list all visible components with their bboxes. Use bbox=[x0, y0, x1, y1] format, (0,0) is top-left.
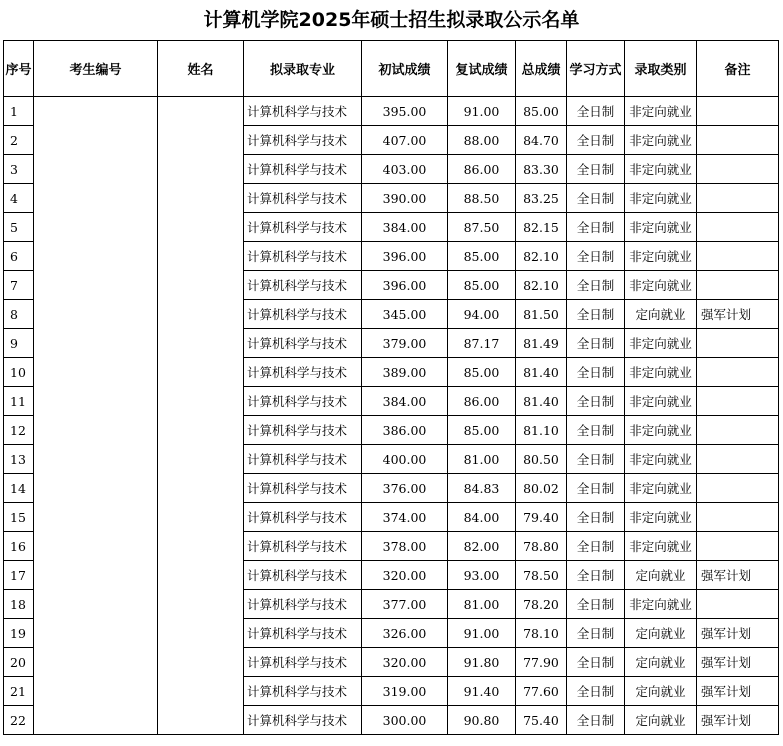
cell-note bbox=[697, 329, 779, 358]
cell-major: 计算机科学与技术 bbox=[244, 213, 362, 242]
cell-note bbox=[697, 213, 779, 242]
cell-study-mode: 全日制 bbox=[567, 648, 625, 677]
cell-admission-type: 非定向就业 bbox=[625, 590, 697, 619]
cell-major: 计算机科学与技术 bbox=[244, 358, 362, 387]
cell-seq: 1 bbox=[4, 97, 34, 126]
cell-seq: 6 bbox=[4, 242, 34, 271]
cell-major: 计算机科学与技术 bbox=[244, 590, 362, 619]
cell-total-score: 75.40 bbox=[516, 706, 567, 735]
cell-exam-id bbox=[34, 184, 158, 213]
table-header-row bbox=[4, 41, 779, 97]
cell-exam-id bbox=[34, 387, 158, 416]
cell-total-score: 77.90 bbox=[516, 648, 567, 677]
cell-total-score: 84.70 bbox=[516, 126, 567, 155]
cell-retest-score: 91.80 bbox=[448, 648, 516, 677]
cell-exam-id bbox=[34, 619, 158, 648]
cell-seq: 12 bbox=[4, 416, 34, 445]
table-row bbox=[4, 532, 779, 561]
cell-seq: 20 bbox=[4, 648, 34, 677]
cell-major: 计算机科学与技术 bbox=[244, 677, 362, 706]
cell-name bbox=[158, 184, 244, 213]
cell-seq: 8 bbox=[4, 300, 34, 329]
cell-study-mode: 全日制 bbox=[567, 416, 625, 445]
cell-retest-score: 82.00 bbox=[448, 532, 516, 561]
cell-seq: 14 bbox=[4, 474, 34, 503]
table-row bbox=[4, 677, 779, 706]
cell-seq: 21 bbox=[4, 677, 34, 706]
cell-exam-id bbox=[34, 155, 158, 184]
cell-retest-score: 93.00 bbox=[448, 561, 516, 590]
cell-major: 计算机科学与技术 bbox=[244, 184, 362, 213]
cell-admission-type: 非定向就业 bbox=[625, 445, 697, 474]
cell-major: 计算机科学与技术 bbox=[244, 300, 362, 329]
cell-initial-score: 395.00 bbox=[362, 97, 448, 126]
cell-exam-id bbox=[34, 561, 158, 590]
cell-study-mode: 全日制 bbox=[567, 503, 625, 532]
cell-initial-score: 374.00 bbox=[362, 503, 448, 532]
cell-seq: 19 bbox=[4, 619, 34, 648]
cell-name bbox=[158, 706, 244, 735]
table-row bbox=[4, 126, 779, 155]
header-seq: 序号 bbox=[4, 41, 34, 97]
cell-name bbox=[158, 155, 244, 184]
cell-initial-score: 384.00 bbox=[362, 387, 448, 416]
cell-total-score: 81.40 bbox=[516, 358, 567, 387]
cell-admission-type: 非定向就业 bbox=[625, 416, 697, 445]
cell-seq: 5 bbox=[4, 213, 34, 242]
cell-note bbox=[697, 503, 779, 532]
cell-exam-id bbox=[34, 677, 158, 706]
admission-table bbox=[3, 40, 779, 735]
cell-study-mode: 全日制 bbox=[567, 445, 625, 474]
cell-major: 计算机科学与技术 bbox=[244, 387, 362, 416]
cell-initial-score: 320.00 bbox=[362, 561, 448, 590]
cell-note bbox=[697, 445, 779, 474]
cell-name bbox=[158, 271, 244, 300]
cell-seq: 10 bbox=[4, 358, 34, 387]
cell-total-score: 81.40 bbox=[516, 387, 567, 416]
cell-major: 计算机科学与技术 bbox=[244, 242, 362, 271]
cell-initial-score: 384.00 bbox=[362, 213, 448, 242]
cell-note: 强军计划 bbox=[697, 300, 779, 329]
cell-seq: 7 bbox=[4, 271, 34, 300]
cell-total-score: 81.10 bbox=[516, 416, 567, 445]
cell-note bbox=[697, 271, 779, 300]
cell-exam-id bbox=[34, 416, 158, 445]
cell-initial-score: 300.00 bbox=[362, 706, 448, 735]
cell-seq: 15 bbox=[4, 503, 34, 532]
cell-admission-type: 非定向就业 bbox=[625, 126, 697, 155]
cell-study-mode: 全日制 bbox=[567, 97, 625, 126]
cell-seq: 17 bbox=[4, 561, 34, 590]
table-row bbox=[4, 155, 779, 184]
cell-admission-type: 非定向就业 bbox=[625, 329, 697, 358]
cell-initial-score: 378.00 bbox=[362, 532, 448, 561]
cell-total-score: 81.50 bbox=[516, 300, 567, 329]
table-row bbox=[4, 590, 779, 619]
cell-seq: 9 bbox=[4, 329, 34, 358]
cell-study-mode: 全日制 bbox=[567, 300, 625, 329]
header-major: 拟录取专业 bbox=[244, 41, 362, 97]
cell-study-mode: 全日制 bbox=[567, 271, 625, 300]
header-total-score: 总成绩 bbox=[516, 41, 567, 97]
table-body bbox=[4, 97, 779, 735]
cell-total-score: 82.10 bbox=[516, 242, 567, 271]
cell-initial-score: 319.00 bbox=[362, 677, 448, 706]
cell-note bbox=[697, 387, 779, 416]
cell-note bbox=[697, 97, 779, 126]
cell-total-score: 78.20 bbox=[516, 590, 567, 619]
cell-admission-type: 非定向就业 bbox=[625, 358, 697, 387]
cell-total-score: 83.30 bbox=[516, 155, 567, 184]
cell-exam-id bbox=[34, 126, 158, 155]
header-study-mode: 学习方式 bbox=[567, 41, 625, 97]
cell-admission-type: 定向就业 bbox=[625, 648, 697, 677]
cell-retest-score: 85.00 bbox=[448, 242, 516, 271]
cell-study-mode: 全日制 bbox=[567, 155, 625, 184]
cell-retest-score: 86.00 bbox=[448, 155, 516, 184]
cell-name bbox=[158, 300, 244, 329]
cell-study-mode: 全日制 bbox=[567, 590, 625, 619]
table-row bbox=[4, 619, 779, 648]
cell-retest-score: 84.83 bbox=[448, 474, 516, 503]
cell-name bbox=[158, 387, 244, 416]
cell-initial-score: 390.00 bbox=[362, 184, 448, 213]
cell-admission-type: 非定向就业 bbox=[625, 213, 697, 242]
cell-retest-score: 81.00 bbox=[448, 590, 516, 619]
cell-note bbox=[697, 358, 779, 387]
cell-name bbox=[158, 358, 244, 387]
cell-initial-score: 389.00 bbox=[362, 358, 448, 387]
cell-initial-score: 345.00 bbox=[362, 300, 448, 329]
cell-major: 计算机科学与技术 bbox=[244, 416, 362, 445]
table-row bbox=[4, 300, 779, 329]
cell-exam-id bbox=[34, 242, 158, 271]
cell-name bbox=[158, 532, 244, 561]
cell-admission-type: 非定向就业 bbox=[625, 242, 697, 271]
cell-study-mode: 全日制 bbox=[567, 126, 625, 155]
cell-total-score: 83.25 bbox=[516, 184, 567, 213]
cell-initial-score: 396.00 bbox=[362, 242, 448, 271]
cell-major: 计算机科学与技术 bbox=[244, 126, 362, 155]
cell-initial-score: 320.00 bbox=[362, 648, 448, 677]
cell-seq: 4 bbox=[4, 184, 34, 213]
cell-exam-id bbox=[34, 329, 158, 358]
cell-major: 计算机科学与技术 bbox=[244, 503, 362, 532]
cell-admission-type: 非定向就业 bbox=[625, 387, 697, 416]
cell-admission-type: 定向就业 bbox=[625, 619, 697, 648]
cell-seq: 16 bbox=[4, 532, 34, 561]
table-row bbox=[4, 445, 779, 474]
cell-seq: 18 bbox=[4, 590, 34, 619]
cell-note bbox=[697, 474, 779, 503]
cell-major: 计算机科学与技术 bbox=[244, 97, 362, 126]
cell-study-mode: 全日制 bbox=[567, 329, 625, 358]
header-admission-type: 录取类别 bbox=[625, 41, 697, 97]
cell-retest-score: 85.00 bbox=[448, 358, 516, 387]
cell-total-score: 78.50 bbox=[516, 561, 567, 590]
table-row bbox=[4, 648, 779, 677]
cell-note: 强军计划 bbox=[697, 677, 779, 706]
cell-retest-score: 91.40 bbox=[448, 677, 516, 706]
cell-retest-score: 94.00 bbox=[448, 300, 516, 329]
cell-seq: 13 bbox=[4, 445, 34, 474]
cell-retest-score: 91.00 bbox=[448, 97, 516, 126]
cell-seq: 11 bbox=[4, 387, 34, 416]
cell-name bbox=[158, 619, 244, 648]
cell-total-score: 78.10 bbox=[516, 619, 567, 648]
cell-name bbox=[158, 126, 244, 155]
cell-study-mode: 全日制 bbox=[567, 561, 625, 590]
cell-exam-id bbox=[34, 474, 158, 503]
cell-seq: 2 bbox=[4, 126, 34, 155]
cell-study-mode: 全日制 bbox=[567, 184, 625, 213]
cell-study-mode: 全日制 bbox=[567, 532, 625, 561]
cell-admission-type: 定向就业 bbox=[625, 706, 697, 735]
cell-exam-id bbox=[34, 300, 158, 329]
cell-admission-type: 非定向就业 bbox=[625, 97, 697, 126]
cell-admission-type: 非定向就业 bbox=[625, 474, 697, 503]
header-exam-id: 考生编号 bbox=[34, 41, 158, 97]
cell-major: 计算机科学与技术 bbox=[244, 532, 362, 561]
cell-exam-id bbox=[34, 213, 158, 242]
cell-initial-score: 403.00 bbox=[362, 155, 448, 184]
cell-name bbox=[158, 242, 244, 271]
header-name: 姓名 bbox=[158, 41, 244, 97]
cell-retest-score: 87.50 bbox=[448, 213, 516, 242]
cell-total-score: 82.10 bbox=[516, 271, 567, 300]
cell-note bbox=[697, 590, 779, 619]
cell-note: 强军计划 bbox=[697, 648, 779, 677]
cell-total-score: 85.00 bbox=[516, 97, 567, 126]
cell-admission-type: 非定向就业 bbox=[625, 503, 697, 532]
cell-name bbox=[158, 97, 244, 126]
cell-exam-id bbox=[34, 503, 158, 532]
table-row bbox=[4, 416, 779, 445]
cell-major: 计算机科学与技术 bbox=[244, 619, 362, 648]
cell-initial-score: 379.00 bbox=[362, 329, 448, 358]
cell-study-mode: 全日制 bbox=[567, 213, 625, 242]
cell-retest-score: 88.50 bbox=[448, 184, 516, 213]
table-row bbox=[4, 329, 779, 358]
cell-admission-type: 定向就业 bbox=[625, 677, 697, 706]
cell-seq: 22 bbox=[4, 706, 34, 735]
table-row bbox=[4, 97, 779, 126]
cell-major: 计算机科学与技术 bbox=[244, 474, 362, 503]
cell-admission-type: 非定向就业 bbox=[625, 532, 697, 561]
cell-major: 计算机科学与技术 bbox=[244, 329, 362, 358]
cell-retest-score: 81.00 bbox=[448, 445, 516, 474]
cell-name bbox=[158, 329, 244, 358]
cell-note bbox=[697, 155, 779, 184]
cell-major: 计算机科学与技术 bbox=[244, 445, 362, 474]
cell-exam-id bbox=[34, 271, 158, 300]
cell-name bbox=[158, 648, 244, 677]
cell-retest-score: 91.00 bbox=[448, 619, 516, 648]
table-row bbox=[4, 474, 779, 503]
cell-major: 计算机科学与技术 bbox=[244, 561, 362, 590]
cell-retest-score: 85.00 bbox=[448, 416, 516, 445]
table-row bbox=[4, 242, 779, 271]
cell-exam-id bbox=[34, 445, 158, 474]
cell-major: 计算机科学与技术 bbox=[244, 706, 362, 735]
cell-study-mode: 全日制 bbox=[567, 358, 625, 387]
cell-initial-score: 376.00 bbox=[362, 474, 448, 503]
cell-retest-score: 90.80 bbox=[448, 706, 516, 735]
cell-exam-id bbox=[34, 358, 158, 387]
cell-total-score: 82.15 bbox=[516, 213, 567, 242]
cell-initial-score: 400.00 bbox=[362, 445, 448, 474]
cell-study-mode: 全日制 bbox=[567, 387, 625, 416]
cell-total-score: 78.80 bbox=[516, 532, 567, 561]
cell-initial-score: 396.00 bbox=[362, 271, 448, 300]
cell-study-mode: 全日制 bbox=[567, 677, 625, 706]
cell-note: 强军计划 bbox=[697, 561, 779, 590]
page-title: 计算机学院2025年硕士招生拟录取公示名单 bbox=[203, 9, 580, 31]
cell-name bbox=[158, 561, 244, 590]
table-row bbox=[4, 706, 779, 735]
cell-retest-score: 88.00 bbox=[448, 126, 516, 155]
header-note: 备注 bbox=[697, 41, 779, 97]
cell-note: 强军计划 bbox=[697, 619, 779, 648]
table-row bbox=[4, 184, 779, 213]
cell-exam-id bbox=[34, 706, 158, 735]
cell-note bbox=[697, 126, 779, 155]
cell-initial-score: 407.00 bbox=[362, 126, 448, 155]
table-row bbox=[4, 561, 779, 590]
cell-major: 计算机科学与技术 bbox=[244, 155, 362, 184]
cell-note bbox=[697, 416, 779, 445]
cell-note bbox=[697, 184, 779, 213]
table-row bbox=[4, 387, 779, 416]
cell-initial-score: 386.00 bbox=[362, 416, 448, 445]
header-retest-score: 复试成绩 bbox=[448, 41, 516, 97]
cell-total-score: 80.02 bbox=[516, 474, 567, 503]
cell-exam-id bbox=[34, 532, 158, 561]
cell-name bbox=[158, 503, 244, 532]
cell-initial-score: 377.00 bbox=[362, 590, 448, 619]
cell-study-mode: 全日制 bbox=[567, 242, 625, 271]
cell-total-score: 81.49 bbox=[516, 329, 567, 358]
table-row bbox=[4, 503, 779, 532]
table-row bbox=[4, 358, 779, 387]
cell-name bbox=[158, 445, 244, 474]
cell-exam-id bbox=[34, 590, 158, 619]
cell-admission-type: 定向就业 bbox=[625, 300, 697, 329]
cell-major: 计算机科学与技术 bbox=[244, 648, 362, 677]
cell-name bbox=[158, 474, 244, 503]
cell-admission-type: 定向就业 bbox=[625, 561, 697, 590]
cell-admission-type: 非定向就业 bbox=[625, 155, 697, 184]
cell-name bbox=[158, 416, 244, 445]
cell-major: 计算机科学与技术 bbox=[244, 271, 362, 300]
cell-note bbox=[697, 532, 779, 561]
cell-name bbox=[158, 213, 244, 242]
cell-note: 强军计划 bbox=[697, 706, 779, 735]
cell-exam-id bbox=[34, 97, 158, 126]
cell-admission-type: 非定向就业 bbox=[625, 184, 697, 213]
cell-total-score: 77.60 bbox=[516, 677, 567, 706]
cell-note bbox=[697, 242, 779, 271]
cell-study-mode: 全日制 bbox=[567, 706, 625, 735]
header-initial-score: 初试成绩 bbox=[362, 41, 448, 97]
cell-initial-score: 326.00 bbox=[362, 619, 448, 648]
cell-study-mode: 全日制 bbox=[567, 619, 625, 648]
cell-admission-type: 非定向就业 bbox=[625, 271, 697, 300]
cell-retest-score: 86.00 bbox=[448, 387, 516, 416]
table-row bbox=[4, 271, 779, 300]
cell-retest-score: 85.00 bbox=[448, 271, 516, 300]
cell-total-score: 80.50 bbox=[516, 445, 567, 474]
cell-study-mode: 全日制 bbox=[567, 474, 625, 503]
cell-seq: 3 bbox=[4, 155, 34, 184]
cell-name bbox=[158, 677, 244, 706]
cell-retest-score: 87.17 bbox=[448, 329, 516, 358]
cell-exam-id bbox=[34, 648, 158, 677]
cell-name bbox=[158, 590, 244, 619]
cell-retest-score: 84.00 bbox=[448, 503, 516, 532]
table-row bbox=[4, 213, 779, 242]
cell-total-score: 79.40 bbox=[516, 503, 567, 532]
